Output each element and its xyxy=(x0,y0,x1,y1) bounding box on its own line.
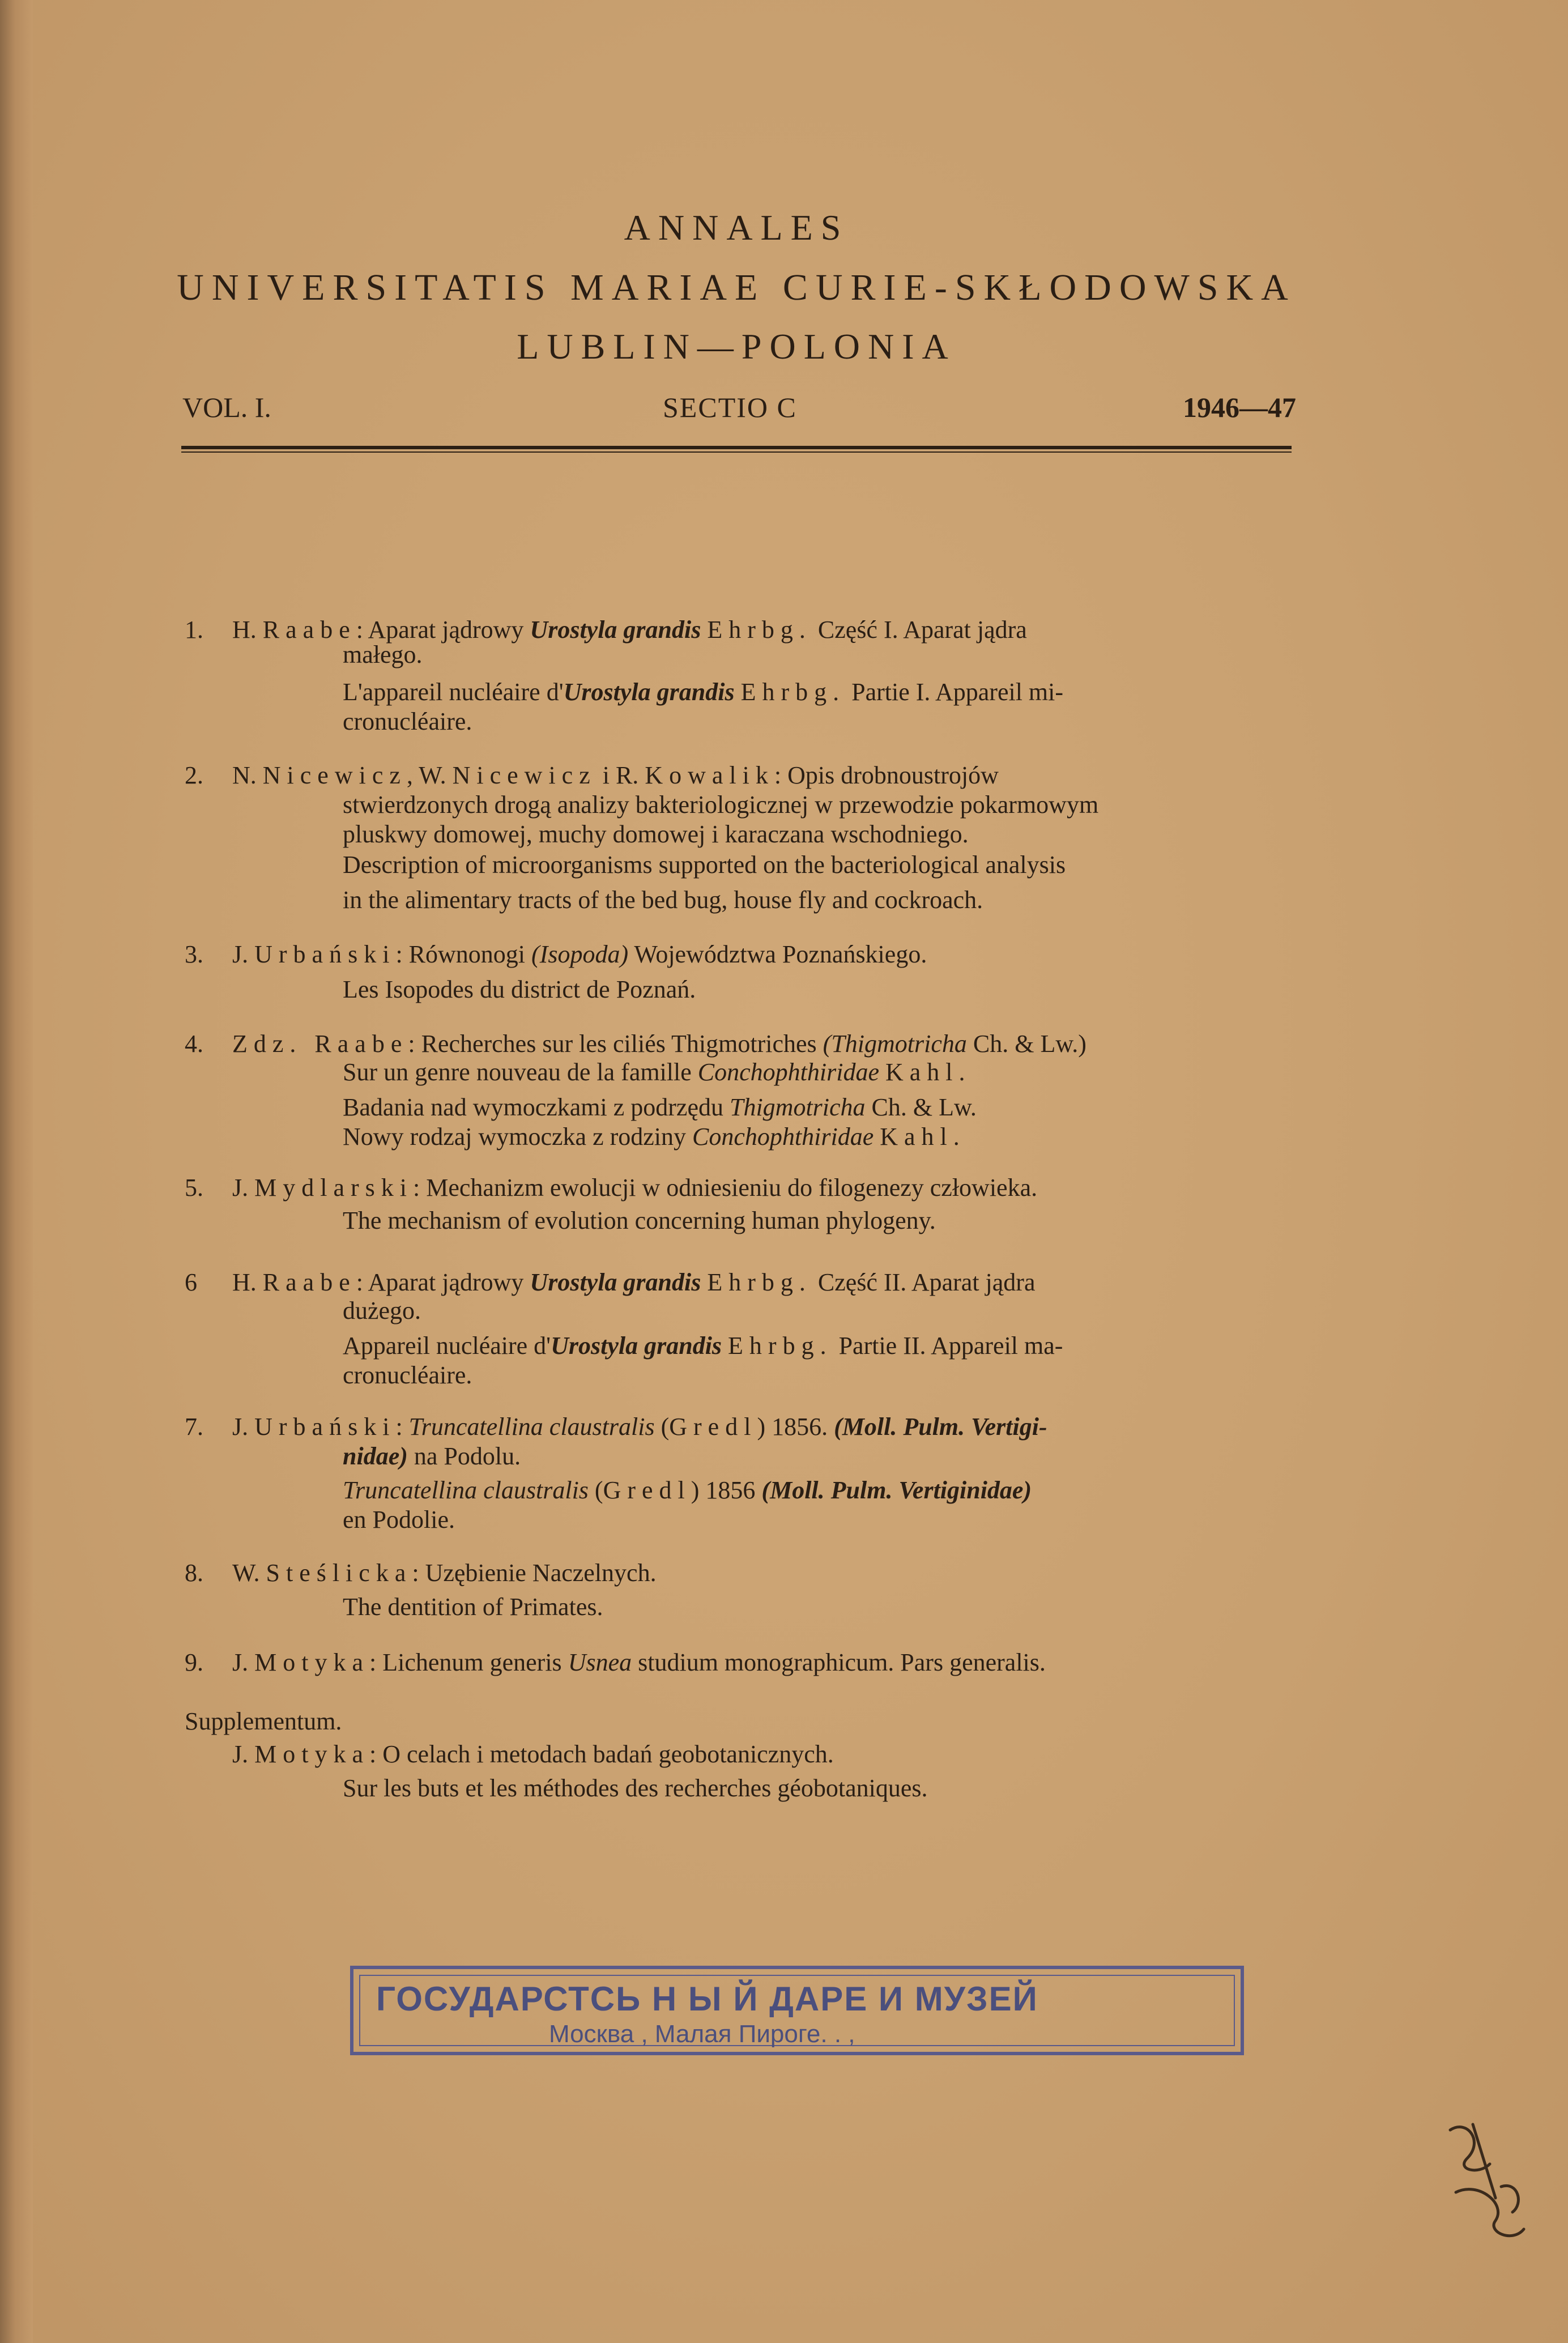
entry-line: stwierdzonych drogą analizy bakteriologicznej w przewodzie pokarmowym xyxy=(343,791,1099,819)
journal-title: ANNALES xyxy=(624,207,849,248)
entry-line: cronucléaire. xyxy=(343,708,472,735)
entry-number: 7. xyxy=(185,1413,203,1441)
entry-number: 6 xyxy=(185,1268,197,1296)
university-name: UNIVERSITATIS MARIAE CURIE-SKŁODOWSKA xyxy=(177,267,1296,308)
entry-line: Nowy rodzaj wymoczka z rodziny Conchophthiridae Kahl. xyxy=(343,1123,966,1151)
entry-line: J. Urbański: Równonogi (Isopoda) Województwa Poznańskiego. xyxy=(232,940,927,968)
entry-line: L'appareil nucléaire d'Urostyla grandis Ehrbg. Partie I. Appareil mi- xyxy=(343,678,1064,706)
entry-number: 2. xyxy=(185,761,203,789)
entry-number: 1. xyxy=(185,616,203,644)
entry-line: cronucléaire. xyxy=(343,1361,472,1389)
entry-line: Les Isopodes du district de Poznań. xyxy=(343,975,696,1003)
entry-line: H. Raabe: Aparat jądrowy Urostyla grandis Ehrbg. Część II. Aparat jądra xyxy=(232,1268,1036,1296)
year-label: 1946—47 xyxy=(1183,391,1296,423)
volume-label: VOL. I. xyxy=(182,391,271,423)
supplementum-heading: Supplementum. xyxy=(185,1707,342,1735)
entry-line: J. Motyka: Lichenum generis Usnea studium monographicum. Pars generalis. xyxy=(232,1648,1046,1676)
entry-line: N. Nicewicz, W. Nicewicz i R. Kowalik: Opis drobnoustrojów xyxy=(232,761,999,789)
entry-line: Sur un genre nouveau de la famille Conchophthiridae Kahl. xyxy=(343,1058,972,1086)
section-label: SECTIO C xyxy=(663,391,797,423)
entry-line: J. Mydlarski: Mechanizm ewolucji w odniesieniu do filogenezy człowieka. xyxy=(232,1174,1038,1202)
entry-line: The mechanism of evolution concerning human phylogeny. xyxy=(343,1207,936,1234)
entry-line: Badania nad wymoczkami z podrzędu Thigmotricha Ch. & Lw. xyxy=(343,1093,977,1121)
entry-line: J. Motyka: O celach i metodach badań geobotanicznych. xyxy=(232,1740,834,1768)
entry-line: małego. xyxy=(343,641,423,668)
entry-line: en Podolie. xyxy=(343,1506,455,1533)
entry-line: Sur les buts et les méthodes des recherches géobotaniques. xyxy=(343,1774,928,1802)
entry-line: in the alimentary tracts of the bed bug, house fly and cockroach. xyxy=(343,886,983,914)
entry-line: nidae) na Podolu. xyxy=(343,1442,521,1470)
entry-line: pluskwy domowej, muchy domowej i karaczana wschodniego. xyxy=(343,820,969,848)
entry-line: Zdz. Raabe: Recherches sur les ciliés Thigmotriches (Thigmotricha Ch. & Lw.) xyxy=(232,1030,1086,1058)
entry-line: The dentition of Primates. xyxy=(343,1593,603,1621)
entry-line: Truncatellina claustralis (Gredl) 1856 (Moll. Pulm. Vertiginidae) xyxy=(343,1476,1032,1504)
header-rule-thick xyxy=(181,446,1292,449)
place-name: LUBLIN—POLONIA xyxy=(517,326,956,367)
header-rule-thin xyxy=(181,451,1292,453)
museum-stamp xyxy=(350,1966,1244,2055)
handwritten-signature xyxy=(1433,2107,1535,2255)
entry-line: W. Steślicka: Uzębienie Naczelnych. xyxy=(232,1559,657,1587)
stamp-line-1: ГОСУДАРСТСЬ Н Ы Й ДАРЕ И МУЗЕЙ xyxy=(376,1980,1038,2018)
entry-number: 3. xyxy=(185,940,203,968)
entry-number: 4. xyxy=(185,1030,203,1058)
entry-number: 8. xyxy=(185,1559,203,1587)
entry-line: J. Urbański: Truncatellina claustralis (Gredl) 1856. (Moll. Pulm. Vertigi- xyxy=(232,1413,1047,1441)
entry-number: 5. xyxy=(185,1174,203,1202)
stamp-line-2: Москва , Малая Пироге. . , xyxy=(549,2020,855,2048)
entry-line: H. Raabe: Aparat jądrowy Urostyla grandis Ehrbg. Część I. Aparat jądra xyxy=(232,616,1027,644)
entry-line: dużego. xyxy=(343,1297,421,1324)
entry-line: Description of microorganisms supported on the bacteriological analysis xyxy=(343,851,1066,879)
binding-edge xyxy=(0,0,33,2343)
entry-line: Appareil nucléaire d'Urostyla grandis Ehrbg. Partie II. Appareil ma- xyxy=(343,1332,1063,1360)
entry-number: 9. xyxy=(185,1648,203,1676)
